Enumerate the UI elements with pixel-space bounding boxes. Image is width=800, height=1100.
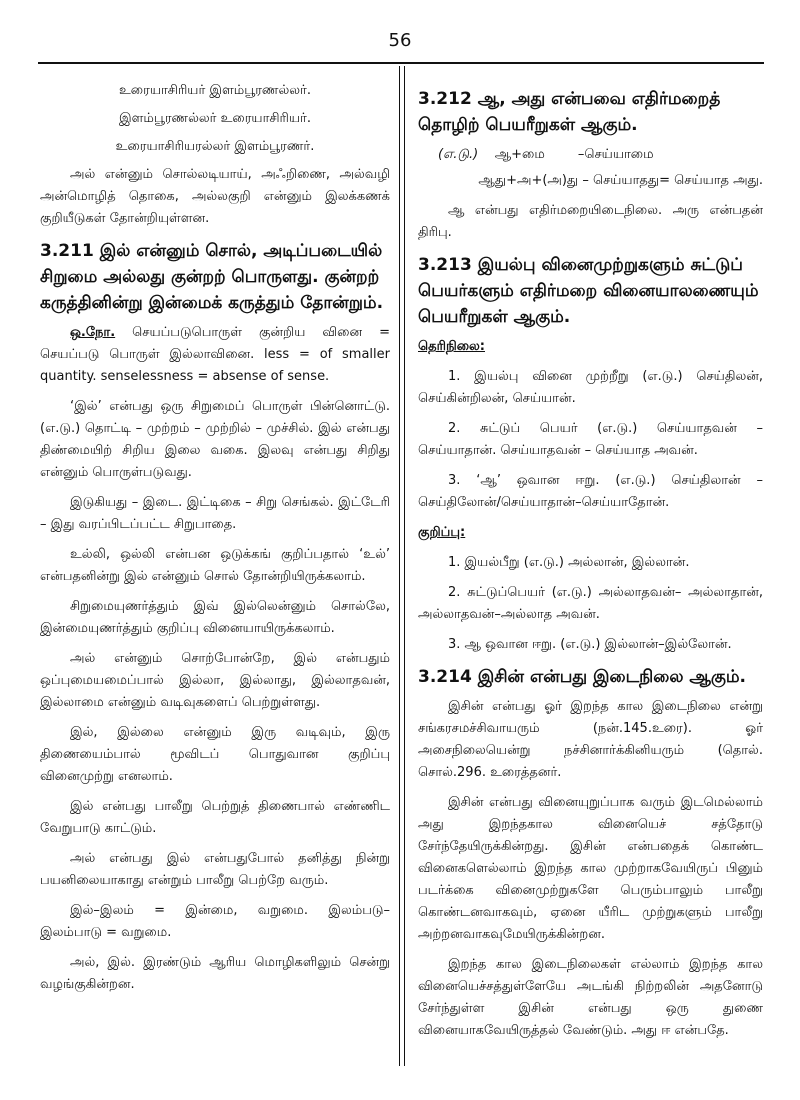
paragraph: இறந்த கால இடைநிலைகள் எல்லாம் இறந்த கால வினையெச்சத்துள்ளேயே அடங்கி நிற்றலின் அதனோடு சேர்ந்துள்ள இசின் என்பது ஒரு துணை வினையாகவேயிருத்தல் வேண்டும். அது ஈ என்பதே. [418, 957, 763, 1038]
example-form: ஆ+மை [494, 147, 545, 162]
example-result: –செய்யாமை [577, 147, 654, 162]
column-divider-left [399, 66, 400, 1066]
section-heading-3-211: 3.211 இல் என்னும் சொல், அடிப்படையில் சிறுமை அல்லது குன்றற் பொருளது. குன்றற் கருத்தினின்று இன்மைக் கருத்தும் தோன்றும். [40, 241, 384, 313]
paragraph: இடுகியது – இடை. இட்டிகை – சிறு செங்கல். இட்டேரி – இது வரப்பிடப்பட்ட சிறுபாதை. [40, 495, 390, 532]
page-number: 56 [388, 30, 412, 51]
paragraph: ‘இல்’ என்பது ஒரு சிறுமைப் பொருள் பின்னொட்டு. (எ.டு.) தொட்டி – முற்றம் – முற்றில் – முச்சில். இல் என்பது திண்மையிற் சிறிய இலை வகை. இலவு என்பது சிறிது என்னும் பொருள்படுவது. [40, 399, 390, 480]
header-rule [38, 62, 764, 64]
list-item: 3. ‘ஆ’ ஒவான ஈறு. (எ.டு.) செய்திலான் – செய்திலோன்/செய்யாதான்–செய்யாதோன். [418, 473, 763, 510]
verse-line: இளம்பூரணல்லர் உரையாசிரியர். [119, 111, 311, 126]
paragraph: இல்–இலம் = இன்மை, வறுமை. இலம்படு– இலம்பாடு = வறுமை. [40, 903, 390, 940]
list-item: 2. சுட்டுப்பெயர் (எ.டு.) அல்லாதவன்– அல்லாதான், அல்லாதவன்–அல்லாத அவன். [418, 585, 763, 622]
paragraph: அல், இல். இரண்டும் ஆரிய மொழிகளிலும் சென்று வழங்குகின்றன. [40, 955, 390, 992]
example-label: (எ.டு.) [438, 147, 479, 162]
paragraph: அல் என்பது இல் என்பதுபோல் தனித்து நின்று பயனிலையாகாது என்றும் பாலீறு பெற்றே வரும். [40, 851, 390, 888]
paragraph: இசின் என்பது ஓர் இறந்த கால இடைநிலை என்று சங்கரசமச்சிவாயரும் (நன்.145.உரை). ஓர் அசைநிலையென்று நச்சினார்க்கினியரும் (தொல். சொல்.296. உரைத்தனர். [418, 699, 763, 780]
paragraph [40, 322, 390, 388]
compare-label: ஒ.நோ. [70, 325, 116, 340]
subheading-therinilai: தெரிநிலை: [418, 339, 485, 354]
paragraph: அல் என்னும் சொல்லடியாய், அஃறிணை, அல்வழி அன்மொழித் தொகை, அல்லகுறி என்னும் இலக்கணக் குறியீடுகள் தோன்றியுள்ளன. [40, 167, 390, 226]
paragraph: இசின் என்பது வினையுறுப்பாக வரும் இடமெல்லாம் அது இறந்தகால வினையெச் சத்தோடு சேர்ந்தேயிருக்கின்றது. இசின் என்பதைக் கொண்ட வினைகளெல்லாம் இறந்த கால முற்றாகவேயிருப் பினும் படர்க்கை வினைமுற்றுகளே பெரும்பாலும் பாலீறு கொண்டனவாகவும், ஏனை யீரிட முற்றுகளும் பாலீறு அற்றனவாகவுமேயிருக்கின்றன. [418, 795, 763, 942]
paragraph: இல் என்பது பாலீறு பெற்றுத் திணைபால் எண்ணிட வேறுபாடு காட்டும். [40, 799, 390, 836]
section-heading-3-212: 3.212 ஆ, அது என்பவை எதிர்மறைத் தொழிற் பெயரீறுகள் ஆகும். [418, 89, 721, 135]
section-heading-3-214: 3.214 இசின் என்பது இடைநிலை ஆகும். [418, 667, 746, 687]
example-line [438, 144, 763, 166]
list-item: 3. ஆ ஒவான ஈறு. (எ.டு.) இல்லான்–இல்லோன். [448, 637, 732, 652]
paragraph: ஆ என்பது எதிர்மறையிடைநிலை. அரு என்பதன் திரிபு. [418, 203, 763, 240]
paragraph: உல்லி, ஒல்லி என்பன ஒடுக்கங் குறிப்பதால் ‘உல்’ என்பதனின்று இல் என்னும் சொல் தோன்றியிருக்கலாம். [40, 547, 390, 584]
section-heading-3-213: 3.213 இயல்பு வினைமுற்றுகளும் சுட்டுப் பெயர்களும் எதிர்மறை வினையாலணையும் பெயரீறுகள் ஆகும். [418, 255, 759, 327]
list-item: 2. சுட்டுப் பெயர் (எ.டு.) செய்யாதவன் – செய்யாதான். செய்யாதவன் – செய்யாத அவன். [418, 421, 763, 458]
paragraph: அல் என்னும் சொற்போன்றே, இல் என்பதும் ஒப்புமையமைப்பால் இல்லா, இல்லாது, இல்லாதவன், இல்லாமை என்னும் வடிவுகளைப் பெற்றுள்ளது. [40, 651, 390, 710]
verse-line: உரையாசிரியர் இளம்பூரணல்லர். [119, 83, 311, 98]
subheading-kurippu: குறிப்பு: [418, 525, 466, 540]
list-item: 1. இயல்பு வினை முற்றீறு (எ.டு.) செய்திலன், செய்கின்றிலன், செய்யான். [418, 369, 763, 406]
left-column [40, 80, 390, 1004]
column-divider-right [404, 66, 405, 1066]
verse-line: உரையாசிரியரல்லர் இளம்பூரணர். [115, 139, 315, 154]
list-item: 1. இயல்பீறு (எ.டு.) அல்லான், இல்லான். [448, 555, 690, 570]
paragraph: சிறுமையுணர்த்தும் இவ் இல்லென்னும் சொல்லே, இன்மையுணர்த்தும் குறிப்பு வினையாயிருக்கலாம். [40, 599, 390, 636]
right-column [418, 80, 763, 1050]
paragraph-text: செயப்படுபொருள் குன்றிய வினை = செயப்படு பொருள் இல்லாவினை. less = of smaller quantity. senselessness = absense of sense. [40, 325, 390, 384]
example-line: ஆது+அ+(அ)து – செய்யாதது= செய்யாத அது. [478, 173, 763, 188]
paragraph: இல், இல்லை என்னும் இரு வடிவும், இரு திணையைம்பால் மூவிடப் பொதுவான குறிப்பு வினைமுற்று எனலாம். [40, 725, 390, 784]
